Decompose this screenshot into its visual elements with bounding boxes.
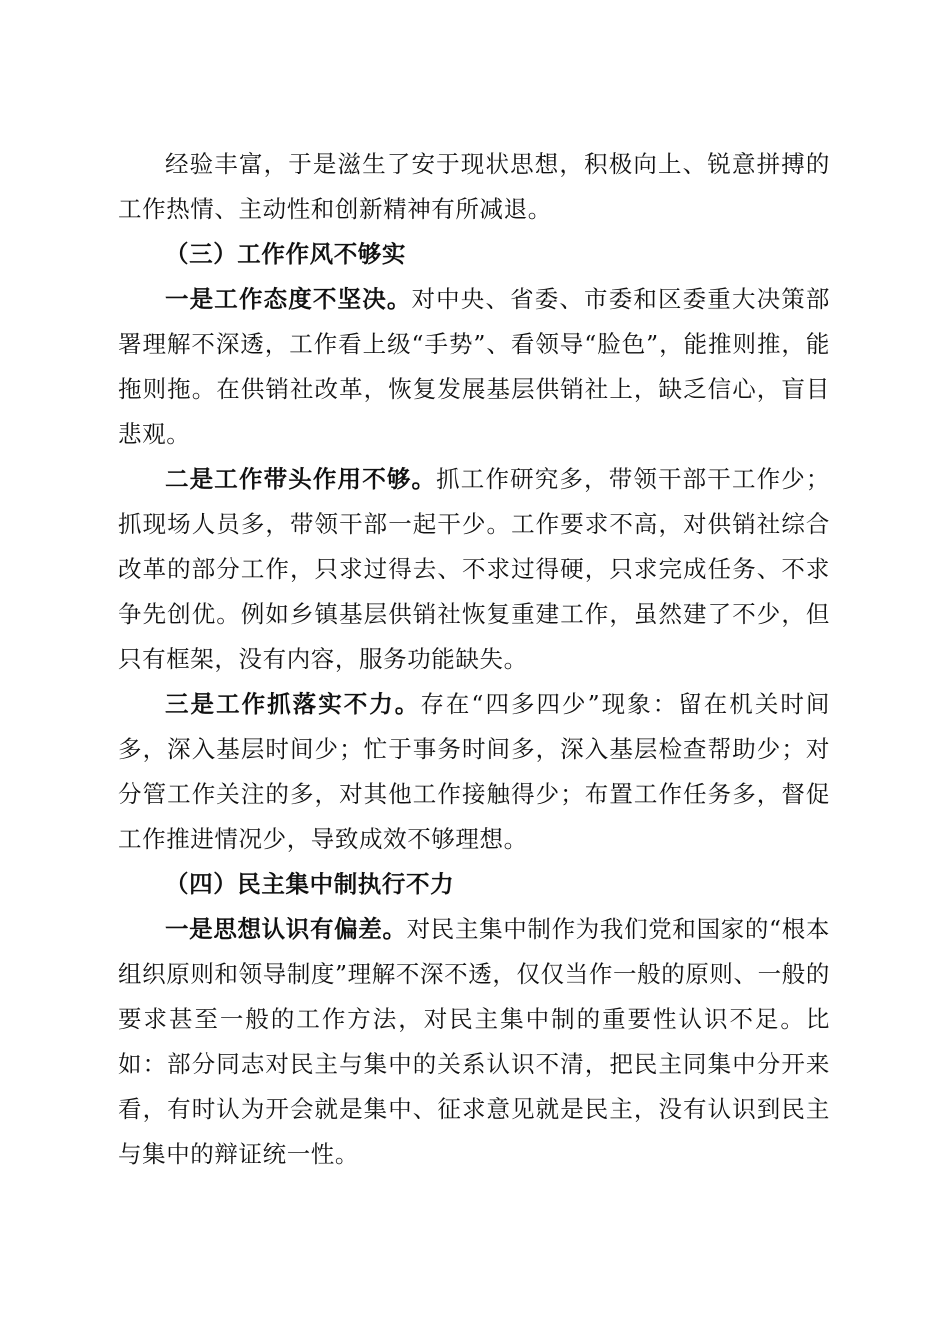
paragraph-body: 存在“四多四少”现象：留在机关时间多，深入基层时间少；忙于事务时间多，深入基层检查帮助少；对分管工作关注的多，对其他工作接触得少；布置工作任务多，督促工作推进情况少，导致成效不够理想。 xyxy=(118,690,831,853)
paragraph-body: 抓工作研究多，带领干部干工作少；抓现场人员多，带领干部一起干少。工作要求不高，对供销社综合改革的部分工作，只求过得去、不求过得硬，只求完成任务、不求争先创优。例如乡镇基层供销社恢复重建工作，虽然建了不少，但只有框架，没有内容，服务功能缺失。 xyxy=(118,465,830,673)
document-body xyxy=(118,142,830,1177)
paragraph-lead: 一是思想认识有偏差。 xyxy=(165,915,407,943)
paragraph-body: 对民主集中制作为我们党和国家的“根本组织原则和领导制度”理解不深不透，仅仅当作一般的原则、一般的要求甚至一般的工作方法，对民主集中制的重要性认识不足。比如：部分同志对民主与集中的关系认识不清，把民主同集中分开来看，有时认为开会就是集中、征求意见就是民主，没有认识到民主与集中的辩证统一性。 xyxy=(118,915,830,1168)
paragraph-continuation: 经验丰富，于是滋生了安于现状思想，积极向上、锐意拼搏的工作热情、主动性和创新精神有所减退。 xyxy=(118,150,830,223)
paragraph-leading-role xyxy=(118,457,830,682)
paragraph-work-attitude xyxy=(118,277,830,457)
paragraph-lead: 一是工作态度不坚决。 xyxy=(165,285,412,313)
section-heading-3: （三）工作作风不够实 xyxy=(165,240,406,268)
paragraph-lead: 三是工作抓落实不力。 xyxy=(165,690,421,718)
paragraph-implementation xyxy=(118,682,830,862)
section-heading-4: （四）民主集中制执行不力 xyxy=(165,870,455,898)
paragraph-body: 对中央、省委、市委和区委重大决策部署理解不深透，工作看上级“手势”、看领导“脸色”，能推则推，能拖则拖。在供销社改革，恢复发展基层供销社上，缺乏信心，盲目悲观。 xyxy=(118,285,830,448)
paragraph-lead: 二是工作带头作用不够。 xyxy=(165,465,437,493)
paragraph-ideological-understanding xyxy=(118,907,830,1177)
